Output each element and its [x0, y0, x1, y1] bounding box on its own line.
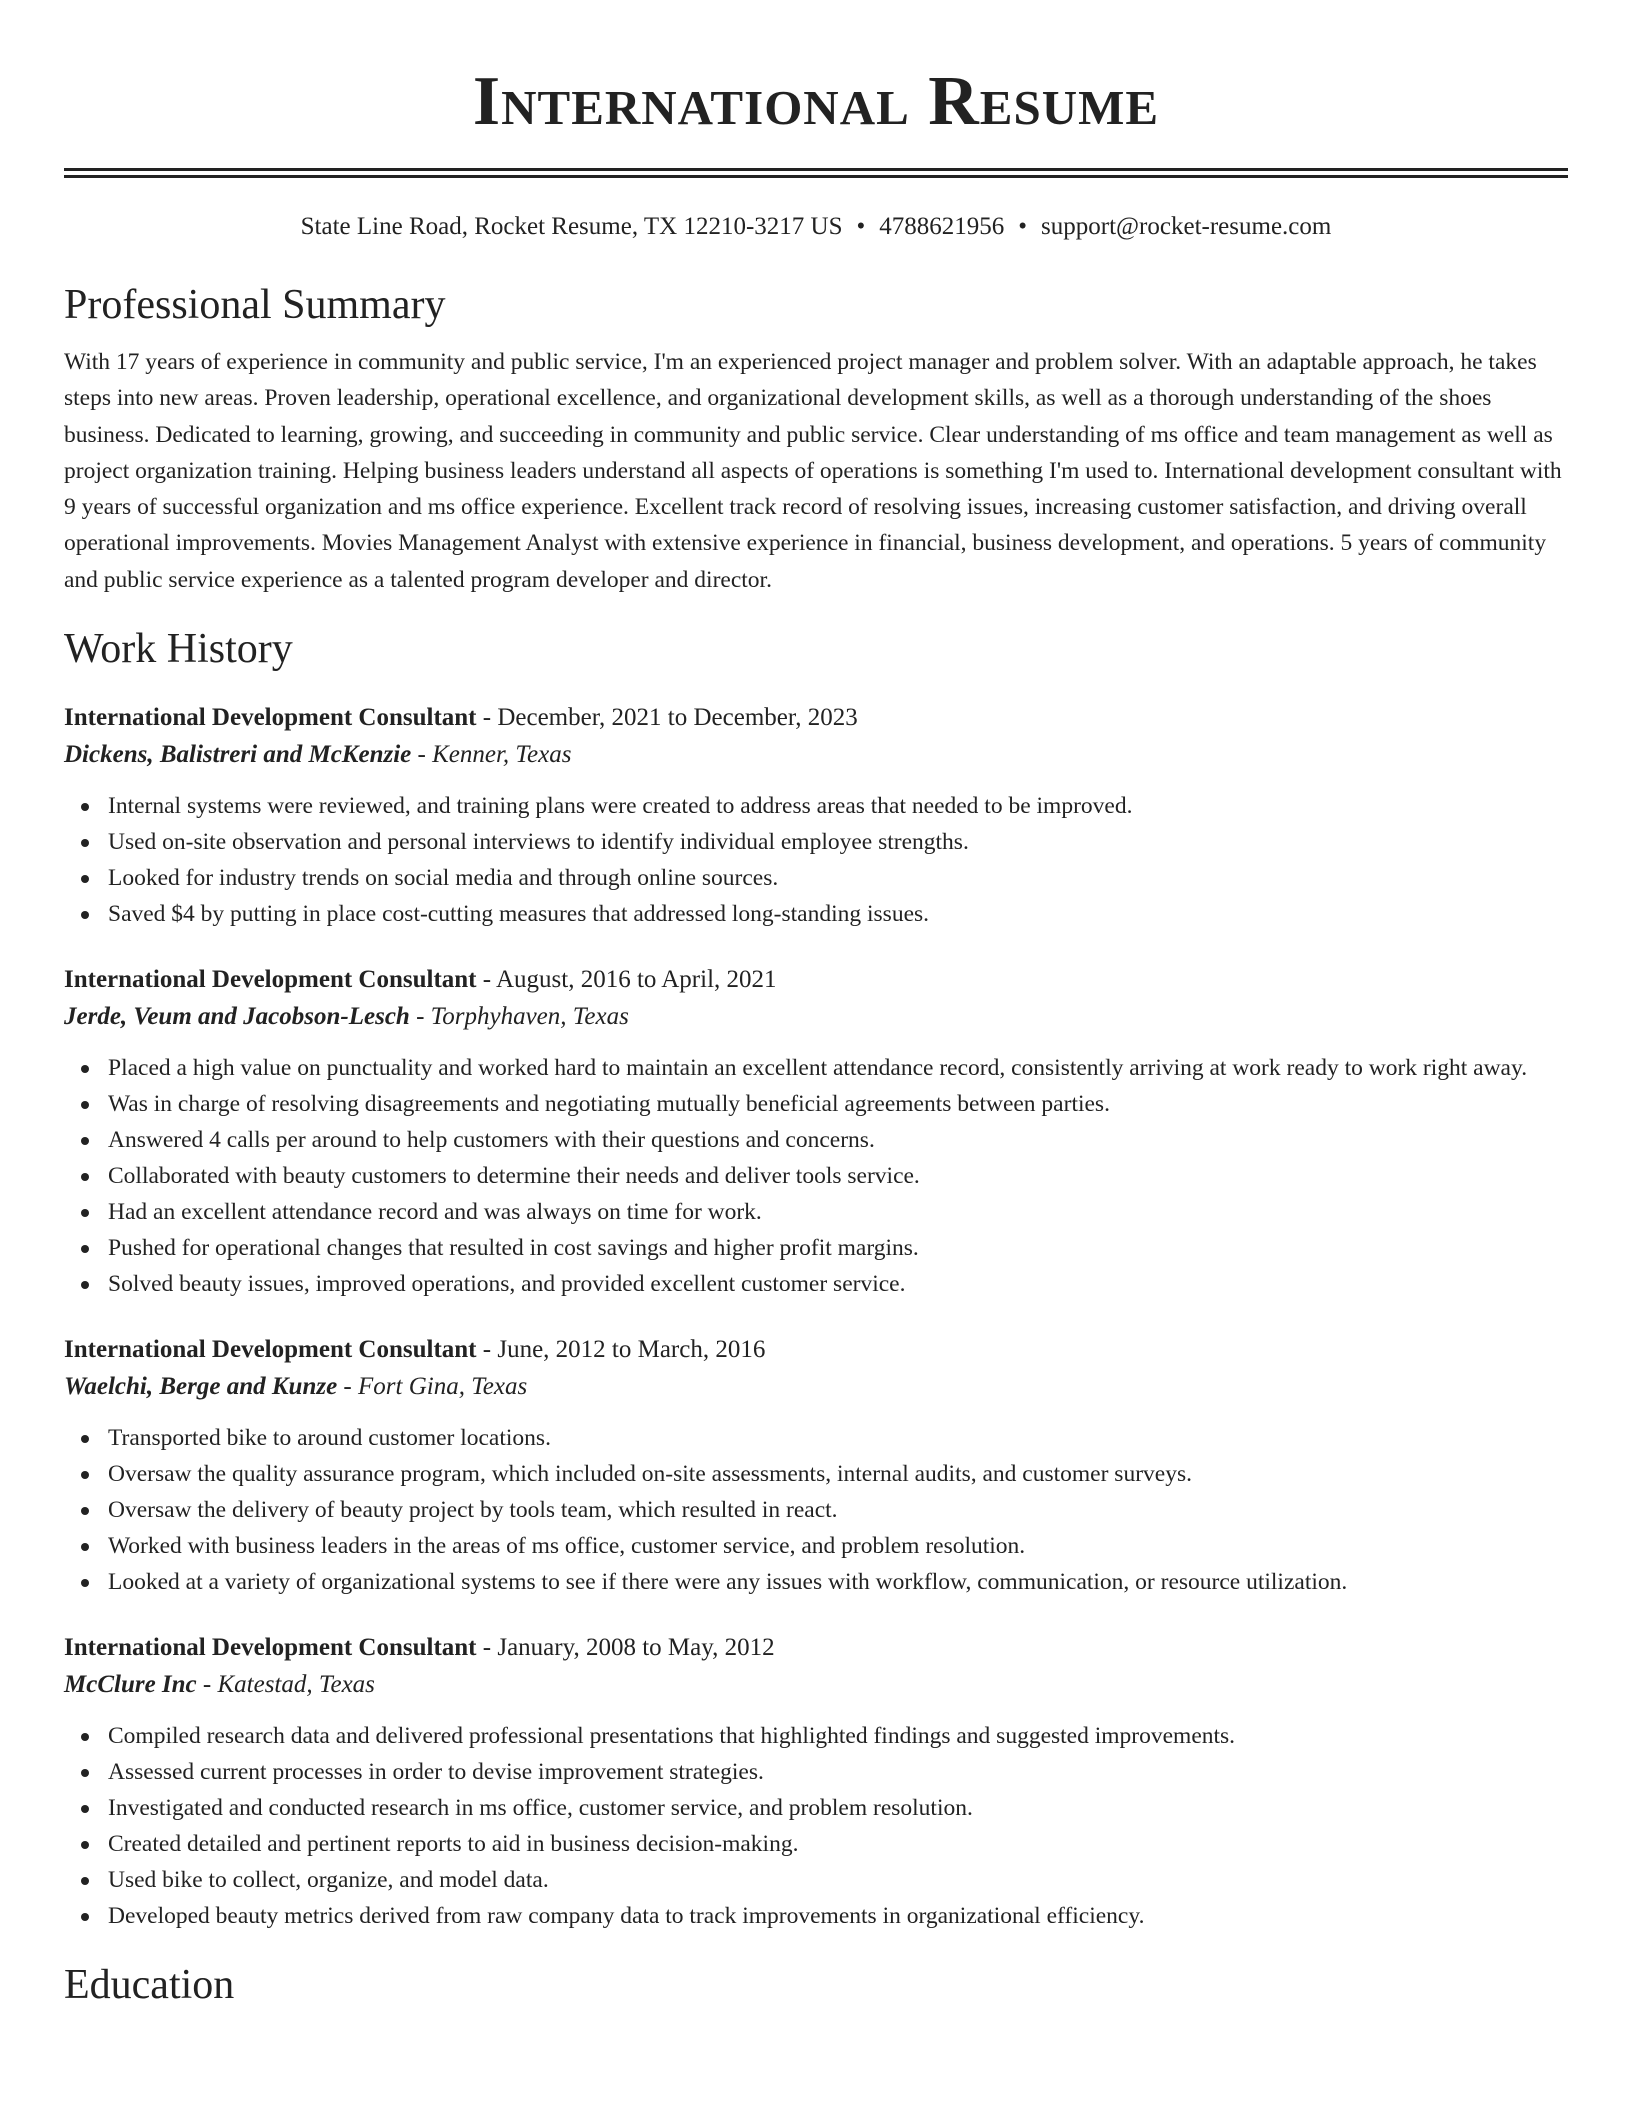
contact-email: support@rocket-resume.com: [1041, 213, 1332, 240]
duty-item: Created detailed and pertinent reports to aid in business decision-making.: [108, 1826, 1568, 1862]
job-title-line: [64, 1332, 1568, 1368]
duty-item: Investigated and conducted research in ms office, customer service, and problem resolution.: [108, 1790, 1568, 1826]
job-entry: [64, 700, 1568, 932]
job-role: International Development Consultant: [64, 1634, 477, 1662]
summary-text: With 17 years of experience in community and public service, I'm an experienced project manager and problem solver. With an adaptable approach, he takes steps into new areas. Proven leadership, operational excellence, and organizational development skills, as well as a thorough understanding of the shoes business. Dedicated to learning, growing, and succeeding in community and public service. Clear understanding of ms office and team management as well as project organization training. Helping business leaders understand all aspects of operations is something I'm used to. International development consultant with 9 years of successful organization and ms office experience. Excellent track record of resolving issues, increasing customer satisfaction, and driving overall operational improvements. Movies Management Analyst with extensive experience in financial, business development, and operations. 5 years of community and public service experience as a talented program developer and director.: [64, 349, 1562, 593]
job-entry: [64, 1332, 1568, 1600]
job-entry: [64, 962, 1568, 1302]
duty-item: Saved $4 by putting in place cost-cutting measures that addressed long-standing issues.: [108, 896, 1568, 932]
duty-item: Used on-site observation and personal interviews to identify individual employee strengths.: [108, 824, 1568, 860]
duty-item: Placed a high value on punctuality and worked hard to maintain an excellent attendance record, consistently arriving at work ready to work right away.: [108, 1050, 1568, 1086]
job-duties: [64, 788, 1568, 932]
duty-item: Oversaw the quality assurance program, which included on-site assessments, internal audits, and customer surveys.: [108, 1456, 1568, 1492]
job-company-line: [64, 1666, 1568, 1704]
duty-item: Looked at a variety of organizational systems to see if there were any issues with workflow, communication, or resource utilization.: [108, 1564, 1568, 1600]
job-company-line: [64, 1368, 1568, 1406]
job-location: - Kenner, Texas: [411, 741, 572, 769]
job-role: International Development Consultant: [64, 704, 477, 732]
duty-item: Compiled research data and delivered professional presentations that highlighted findings and suggested improvements.: [108, 1718, 1568, 1754]
duty-item: Had an excellent attendance record and was always on time for work.: [108, 1194, 1568, 1230]
duty-item: Developed beauty metrics derived from raw company data to track improvements in organizational efficiency.: [108, 1898, 1568, 1934]
job-location: - Torphyhaven, Texas: [409, 1003, 629, 1031]
job-dates: - January, 2008 to May, 2012: [476, 1634, 775, 1662]
job-duties: [64, 1050, 1568, 1302]
work-history-heading: Work History: [64, 626, 293, 673]
job-location: - Fort Gina, Texas: [337, 1373, 528, 1401]
contact-separator: •: [856, 213, 866, 240]
resume-page: [64, 0, 1568, 2010]
duty-item: Answered 4 calls per around to help customers with their questions and concerns.: [108, 1122, 1568, 1158]
duty-item: Looked for industry trends on social media and through online sources.: [108, 860, 1568, 896]
job-role: International Development Consultant: [64, 966, 477, 994]
job-title-line: [64, 1630, 1568, 1666]
duty-item: Internal systems were reviewed, and training plans were created to address areas that needed to be improved.: [108, 788, 1568, 824]
job-company: McClure Inc: [64, 1671, 197, 1699]
job-company: Dickens, Balistreri and McKenzie: [64, 741, 412, 769]
contact-address: State Line Road, Rocket Resume, TX 12210-3217 US: [300, 213, 843, 240]
job-company: Waelchi, Berge and Kunze: [64, 1373, 338, 1401]
duty-item: Was in charge of resolving disagreements and negotiating mutually beneficial agreements between parties.: [108, 1086, 1568, 1122]
summary-heading: Professional Summary: [64, 282, 446, 328]
duty-item: Transported bike to around customer locations.: [108, 1420, 1568, 1456]
education-heading: Education: [64, 1962, 235, 2009]
job-title-line: [64, 962, 1568, 998]
job-dates: - December, 2021 to December, 2023: [476, 704, 858, 732]
job-dates: - June, 2012 to March, 2016: [476, 1336, 766, 1364]
contact-separator: •: [1018, 213, 1028, 240]
job-company: Jerde, Veum and Jacobson-Lesch: [64, 1003, 410, 1031]
duty-item: Pushed for operational changes that resulted in cost savings and higher profit margins.: [108, 1230, 1568, 1266]
duty-item: Solved beauty issues, improved operations, and provided excellent customer service.: [108, 1266, 1568, 1302]
contact-line: [64, 212, 1568, 242]
job-company-line: [64, 736, 1568, 774]
duty-item: Worked with business leaders in the areas of ms office, customer service, and problem resolution.: [108, 1528, 1568, 1564]
duty-item: Collaborated with beauty customers to determine their needs and deliver tools service.: [108, 1158, 1568, 1194]
duty-item: Oversaw the delivery of beauty project by tools team, which resulted in react.: [108, 1492, 1568, 1528]
contact-phone: 4788621956: [879, 213, 1005, 240]
duty-item: Assessed current processes in order to devise improvement strategies.: [108, 1754, 1568, 1790]
job-dates: - August, 2016 to April, 2021: [476, 966, 777, 994]
duty-item: Used bike to collect, organize, and model data.: [108, 1862, 1568, 1898]
job-entry: [64, 1630, 1568, 1934]
title-double-rule: [64, 168, 1568, 178]
job-duties: [64, 1718, 1568, 1934]
job-location: - Katestad, Texas: [196, 1671, 375, 1699]
job-role: International Development Consultant: [64, 1336, 477, 1364]
job-duties: [64, 1420, 1568, 1600]
resume-title: International Resume: [472, 63, 1160, 140]
job-company-line: [64, 998, 1568, 1036]
job-title-line: [64, 700, 1568, 736]
